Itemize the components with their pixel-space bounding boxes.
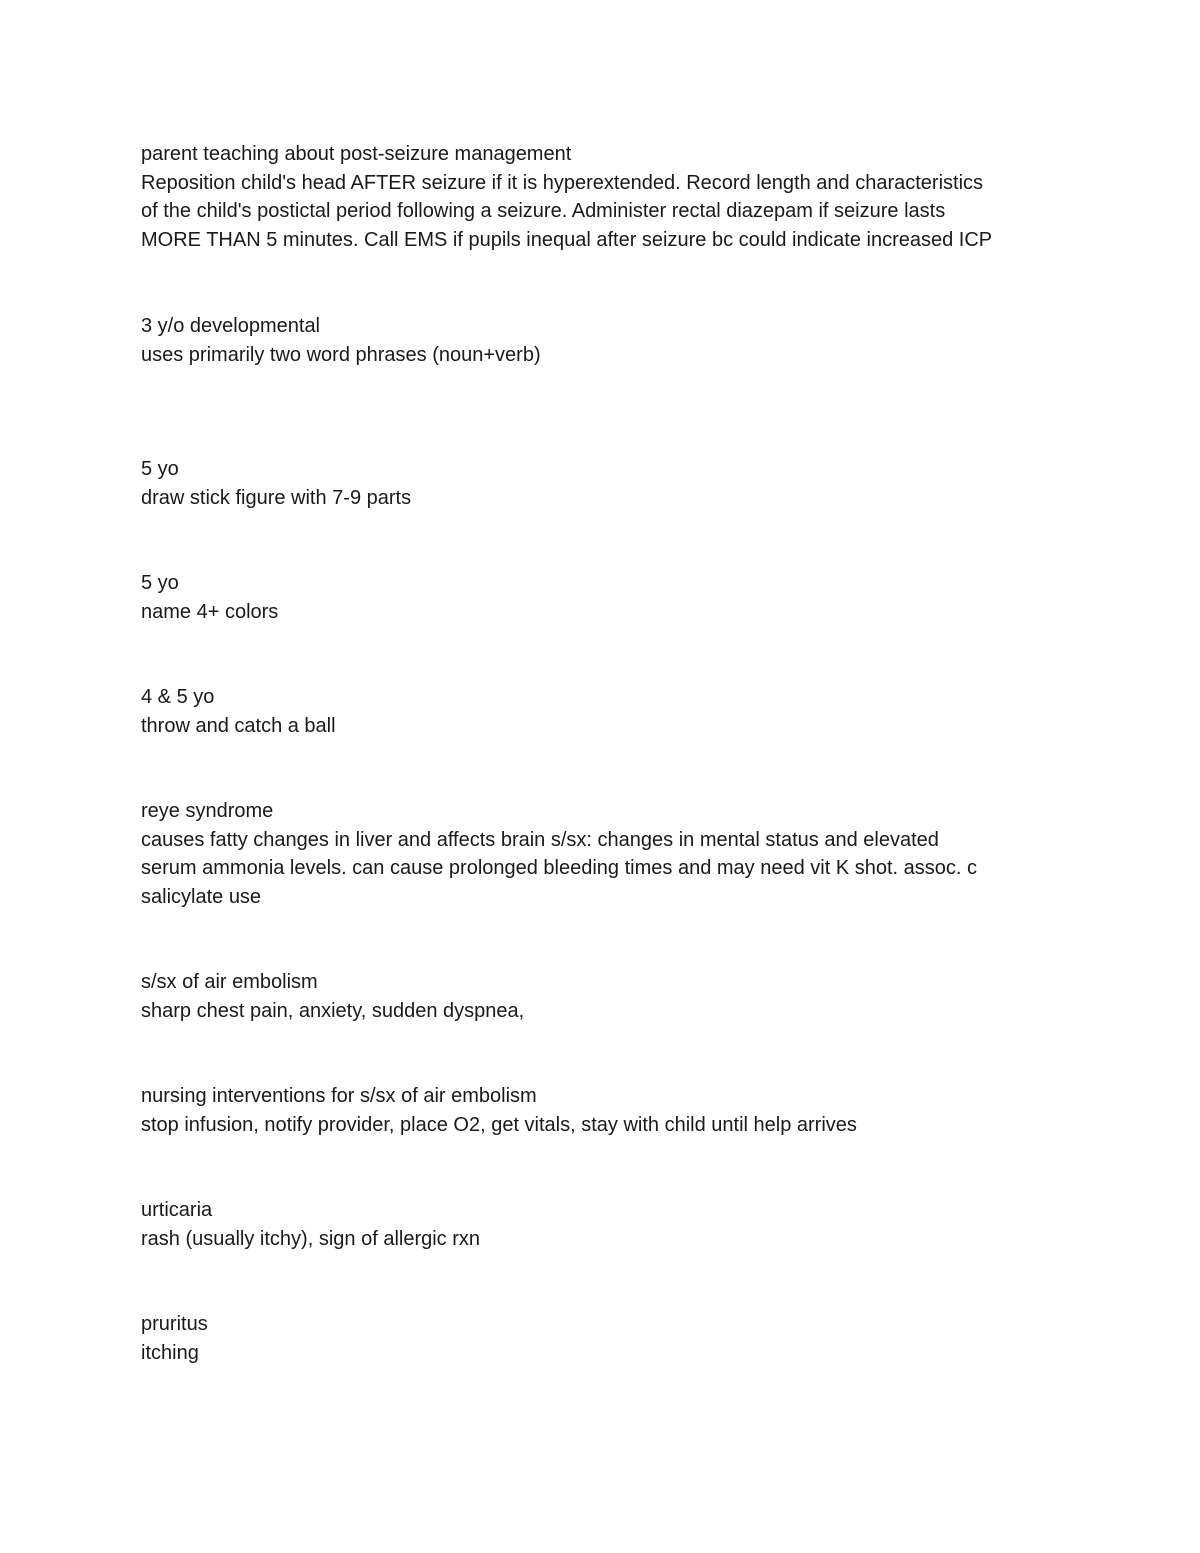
flashcard-entry [141, 1082, 1071, 1139]
entry-definition: rash (usually itchy), sign of allergic rxn [141, 1227, 481, 1250]
entry-definition: stop infusion, notify provider, place O2, get vitals, stay with child until help arrives [141, 1113, 857, 1136]
entry-definition: itching [141, 1341, 199, 1364]
flashcard-entry [141, 1196, 1071, 1253]
entry-term: 5 yo [141, 458, 179, 480]
entry-term: 5 yo [141, 572, 179, 594]
entry-definition: causes fatty changes in liver and affects brain s/sx: changes in mental status and elevated serum ammonia levels. can cause prolonged bleeding times and may need vit K shot. assoc. c salicylate use [141, 828, 977, 908]
flashcard-entry [141, 455, 1071, 512]
flashcard-entry [141, 968, 1071, 1025]
entry-term: pruritus [141, 1313, 208, 1335]
flashcard-entry [141, 797, 1071, 911]
flashcard-entry [141, 683, 1071, 740]
entry-term: nursing interventions for s/sx of air embolism [141, 1085, 537, 1107]
entry-term: s/sx of air embolism [141, 971, 318, 993]
entry-term: reye syndrome [141, 800, 274, 822]
entry-definition: Reposition child's head AFTER seizure if it is hyperextended. Record length and characteristics of the child's postictal period following a seizure. Administer rectal diazepam if seizure lasts MORE THAN 5 minutes. Call EMS if pupils inequal after seizure bc could indicate increased ICP [141, 171, 993, 251]
entry-definition: name 4+ colors [141, 600, 279, 623]
entry-term: urticaria [141, 1199, 213, 1221]
flashcard-entry [141, 140, 1071, 254]
flashcard-entry [141, 312, 1071, 369]
entry-definition: sharp chest pain, anxiety, sudden dyspnea, [141, 999, 525, 1022]
flashcard-entry [141, 1310, 1071, 1367]
entry-term: 4 & 5 yo [141, 686, 215, 708]
entry-definition: draw stick figure with 7-9 parts [141, 486, 412, 509]
entry-term: parent teaching about post-seizure management [141, 143, 572, 165]
entry-definition: uses primarily two word phrases (noun+verb) [141, 343, 541, 366]
entry-definition: throw and catch a ball [141, 714, 336, 737]
entry-term: 3 y/o developmental [141, 315, 321, 337]
flashcard-entry [141, 569, 1071, 626]
